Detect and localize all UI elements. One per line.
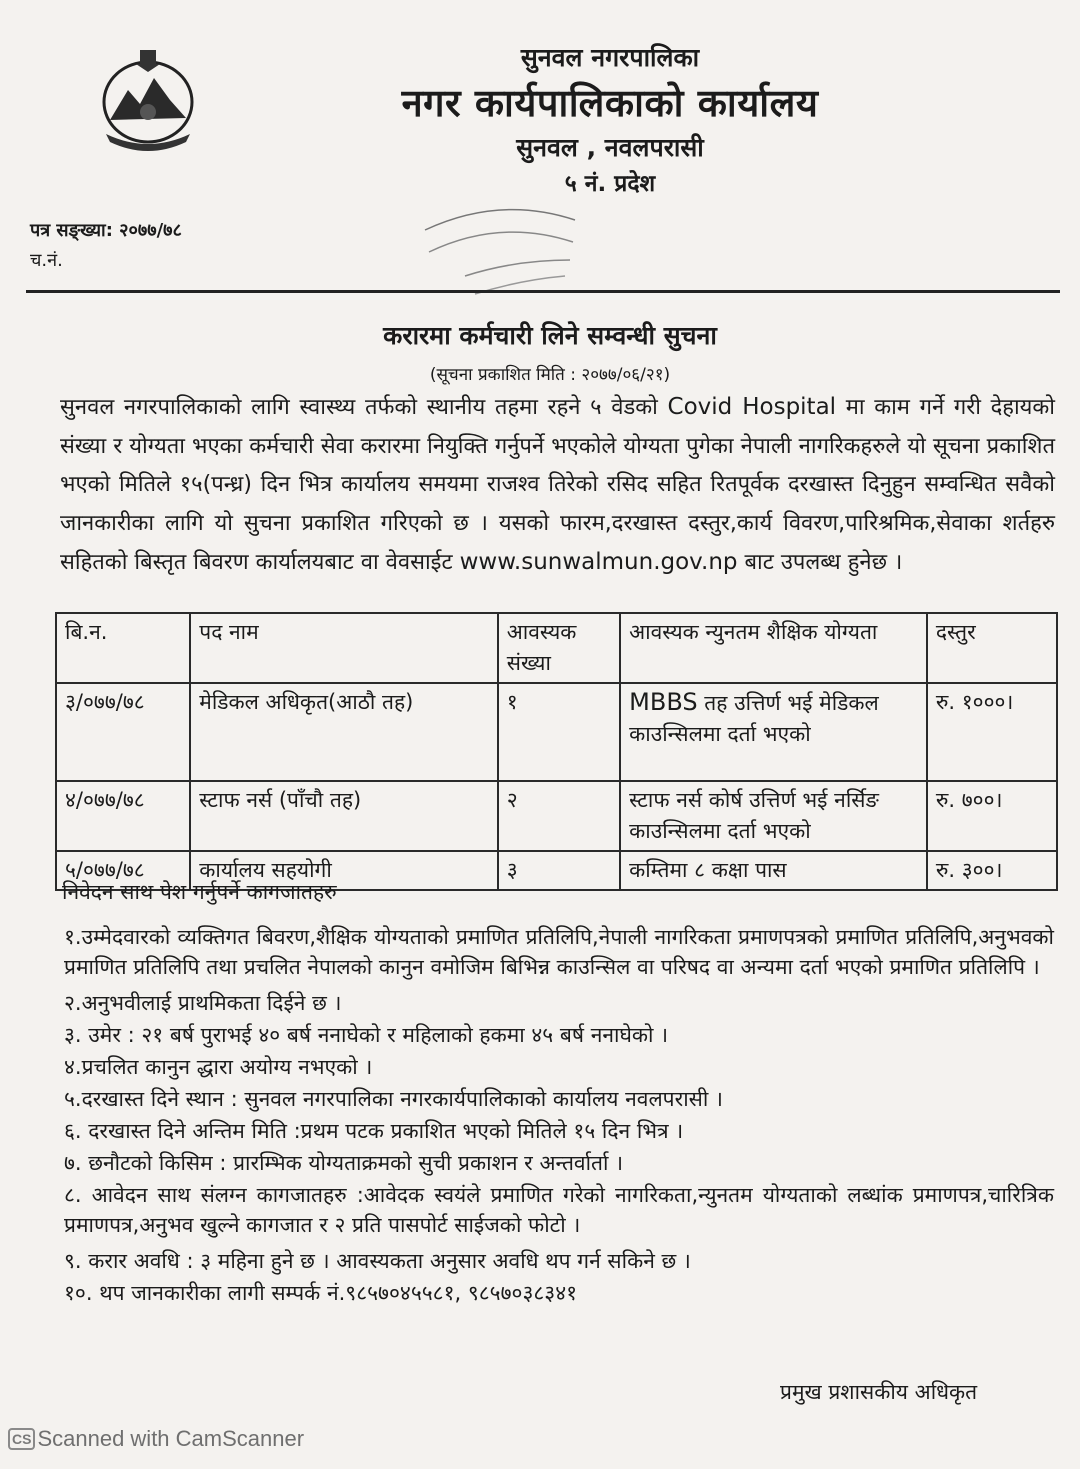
cell-count: २: [498, 781, 620, 851]
list-item: ५.दरखास्त दिने स्थान : सुनवल नगरपालिका नगरकार्यपालिकाको कार्यालय नवलपरासी ।: [64, 1087, 723, 1111]
list-item: ९. करार अवधि : ३ महिना हुने छ । आवस्यकता अनुसार अवधि थप गर्न सकिने छ ।: [64, 1249, 691, 1273]
header-fee: दस्तुर: [927, 613, 1057, 683]
header-serial: बि.न.: [56, 613, 190, 683]
cell-serial: ४/०७७/७८: [56, 781, 190, 851]
cell-fee: रु. ३००।: [927, 851, 1057, 890]
list-item: २.अनुभवीलाई प्राथमिकता दिईने छ ।: [64, 991, 342, 1015]
header-divider: [26, 290, 1060, 293]
scanner-text: Scanned with CamScanner: [37, 1426, 305, 1451]
cell-count: ३: [498, 851, 620, 890]
body-part-1: सुनवल नगरपालिकाको लागि स्वास्थ्य तर्फको स्थानीय तहमा रहने ५ वेडको: [60, 395, 668, 420]
positions-table: [55, 612, 1058, 891]
cell-count: १: [498, 683, 620, 781]
list-item: ४.प्रचलित कानुन द्धारा अयोग्य नभएको ।: [64, 1055, 373, 1079]
list-item: १०. थप जानकारीका लागी सम्पर्क नं.९८५७०४५५८१, ९८५७०३८३४१: [64, 1281, 578, 1305]
cell-post: स्टाफ नर्स (पाँचौ तह): [190, 781, 498, 851]
cell-fee: रु. १०००।: [927, 683, 1057, 781]
office-province: ५ नं. प्रदेश: [564, 171, 656, 197]
reference-number: च.नं.: [30, 250, 63, 271]
cell-serial: ५/०७७/७८: [56, 851, 190, 890]
signatory-title: प्रमुख प्रशासकीय अधिकृत: [780, 1380, 978, 1404]
nepal-emblem-icon: [96, 42, 200, 154]
header-count: आवस्यक संख्या: [498, 613, 620, 683]
list-item: ७. छनौटको किसिम : प्रारम्भिक योग्यताक्रमको सुची प्रकाशन र अन्तर्वार्ता ।: [64, 1151, 624, 1175]
body-part-3: बाट उपलब्ध हुनेछ ।: [737, 550, 903, 575]
body-part-2: मा काम गर्ने गरी देहायको संख्या र योग्यता भएका कर्मचारी सेवा करारमा नियुक्ति गर्नुपर्ने भएकोले योग्यता पुगेका नेपाली नागरिकहरुले यो सूचना प्रकाशित भएको मितिले १५(पन्ध्र) दिन भित्र कार्यालय समयमा राजश्व तिरेको रसिद सहित रितपूर्वक दरखास्त दिनुहुन सम्वन्धित सवैको जानकारीका लागि यो सुचना प्रकाशित गरिएको छ । यसको फारम,दरखास्त दस्तुर,कार्य विवरण,पारिश्रमिक,सेवाका शर्तहरु सहितको बिस्तृत बिवरण कार्यालयबाट वा वेवसाईट: [60, 395, 1056, 575]
list-item: १.उम्मेदवारको व्यक्तिगत बिवरण,शैक्षिक योग्यताको प्रमाणित प्रतिलिपि,नेपाली नागरिकता प्रमाणपत्रको प्रमाणित प्रतिलिपि,अनुभवको प्रमाणित प्रतिलिपि तथा प्रचलित नेपालको कानुन वमोजिम बिभिन्न काउन्सिल वा परिषद वा अन्यमा दर्ता भएको प्रमाणित प्रतिलिपि ।: [64, 925, 1054, 979]
office-name-small: सुनवल नगरपालिका: [520, 43, 700, 72]
body-hospital-name: Covid Hospital: [667, 394, 837, 420]
office-address: सुनवल , नवलपरासी: [516, 133, 704, 162]
list-item: ३. उमेर : २१ बर्ष पुराभई ४० बर्ष ननाघेको र महिलाको हकमा ४५ बर्ष ननाघेको ।: [64, 1023, 669, 1047]
documents-heading: निवेदन साथ पेश गर्नुपर्ने कागजातहरु: [62, 880, 337, 904]
cell-post: मेडिकल अधिकृत(आठौ तह): [190, 683, 498, 781]
scanner-watermark: [8, 1426, 304, 1452]
cell-qualification-text: तह उत्तिर्ण भई मेडिकल काउन्सिलमा दर्ता भएको: [629, 691, 879, 746]
office-name-large: नगर कार्यपालिकाको कार्यालय: [401, 81, 819, 125]
table-header-row: [56, 613, 1057, 683]
cell-serial: ३/०७७/७८: [56, 683, 190, 781]
header-qualification: आवस्यक न्युनतम शैक्षिक योग्यता: [620, 613, 927, 683]
website-link[interactable]: www.sunwalmun.gov.np: [459, 549, 738, 575]
publish-date: (सूचना प्रकाशित मिति : २०७७/०६/२१): [429, 365, 671, 385]
cell-post: कार्यालय सहयोगी: [190, 851, 498, 890]
documents-list: [64, 922, 1054, 1310]
notice-body: [60, 388, 1055, 583]
cell-qualification: [620, 683, 927, 781]
list-item: ८. आवेदन साथ संलग्न कागजातहरु :आवेदक स्वयंले प्रमाणित गरेको नागरिकता,न्युनतम योग्यताको लब्धांक प्रमाणपत्र,चारित्रिक प्रमाणपत्र,अनुभव खुल्ने कागजात र २ प्रति पासपोर्ट साईजको फोटो ।: [64, 1183, 1054, 1237]
cell-qualification: कम्तिमा ८ कक्षा पास: [620, 851, 927, 890]
camscanner-logo-icon: CS: [8, 1428, 35, 1450]
letter-number: पत्र सङ्ख्या: २०७७/७८: [30, 220, 182, 241]
cell-qualification-degree: MBBS: [629, 688, 698, 716]
list-item: ६. दरखास्त दिने अन्तिम मिति :प्रथम पटक प्रकाशित भएको मितिले १५ दिन भित्र ।: [64, 1119, 684, 1143]
header-post: पद नाम: [190, 613, 498, 683]
notice-title: करारमा कर्मचारी लिने सम्वन्धी सुचना: [383, 321, 717, 350]
office-stamp-icon: [405, 190, 595, 300]
cell-fee: रु. ७००।: [927, 781, 1057, 851]
table-row: [56, 683, 1057, 781]
cell-qualification: स्टाफ नर्स कोर्ष उत्तिर्ण भई नर्सिङ काउन्सिलमा दर्ता भएको: [620, 781, 927, 851]
table-row: [56, 781, 1057, 851]
